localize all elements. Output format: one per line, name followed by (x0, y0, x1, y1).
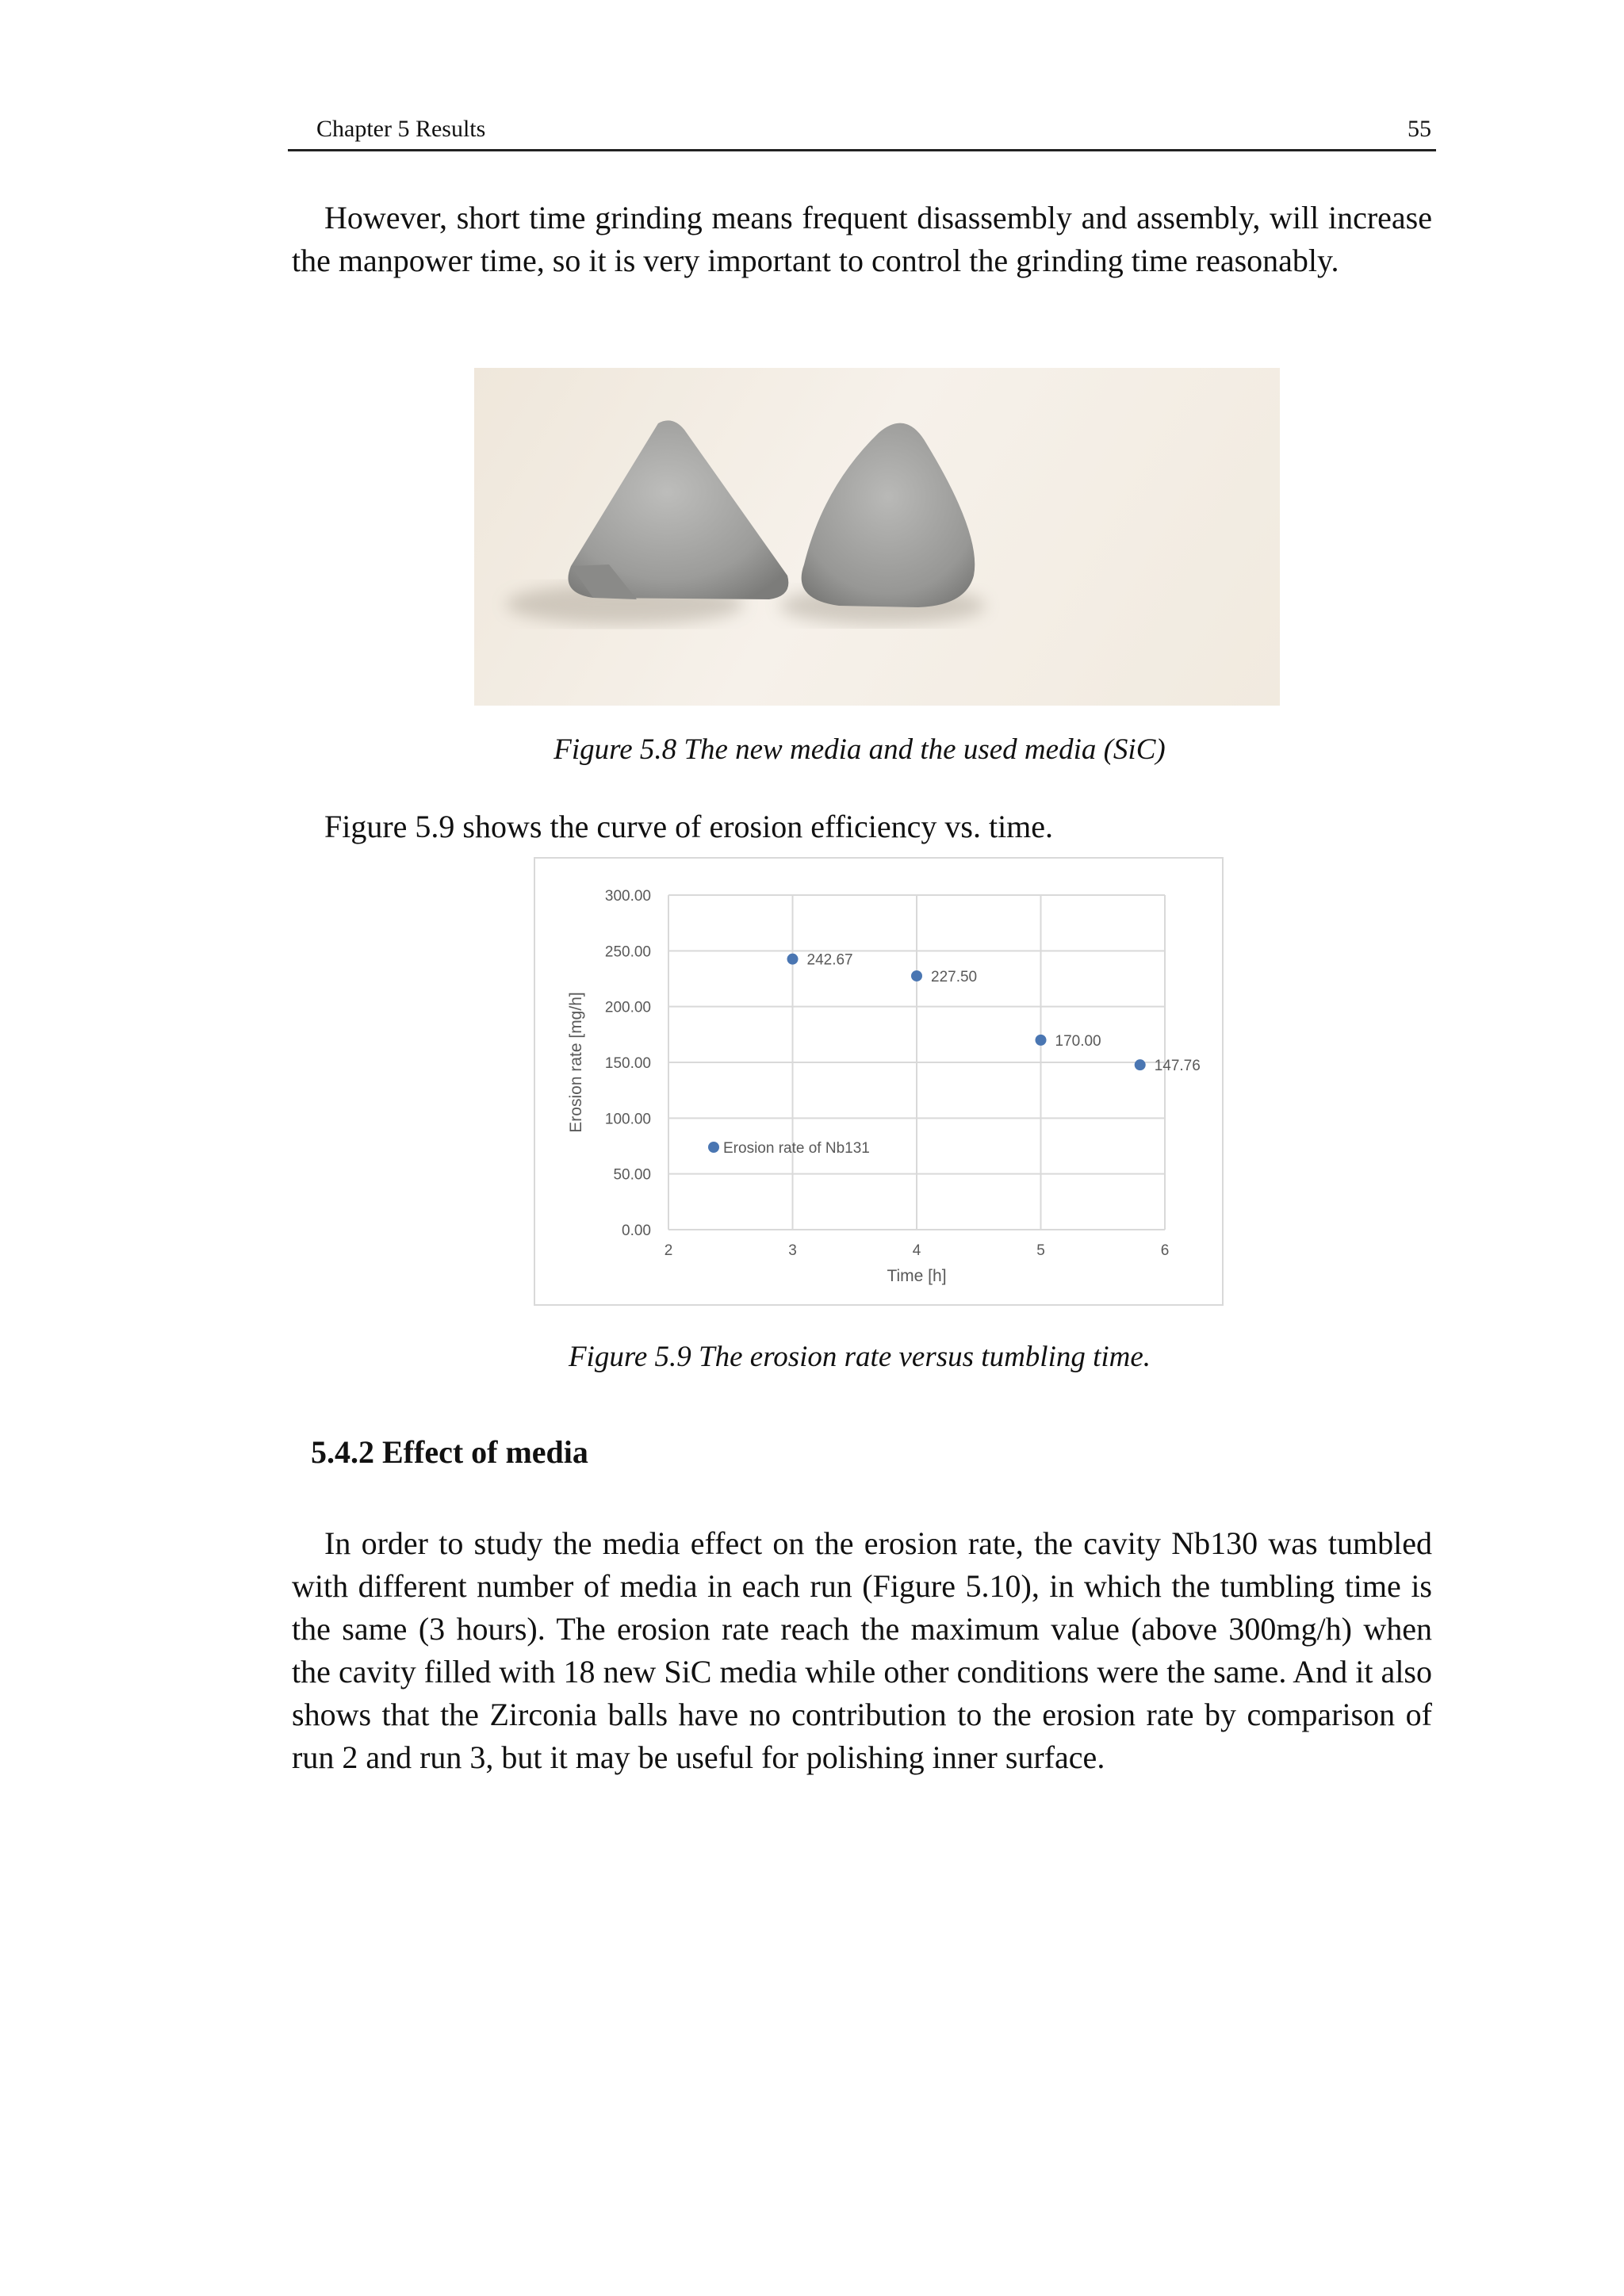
page-header (288, 114, 1436, 151)
x-axis-label: Time [h] (887, 1267, 947, 1285)
sic-media-photo (474, 368, 1280, 706)
paragraph-grinding-time: However, short time grinding means frequent disassembly and assembly, will increase the manpower time, so it is very important to control the grinding time reasonably. (292, 200, 1432, 278)
running-head: Chapter 5 Results (316, 116, 486, 142)
data-label: 170.00 (1055, 1032, 1101, 1050)
y-axis-label: Erosion rate [mg/h] (567, 992, 585, 1133)
figure-5-9-chart (534, 857, 1224, 1306)
data-point (787, 954, 799, 965)
y-tick-label: 250.00 (604, 943, 651, 961)
erosion-scatter-chart (535, 859, 1222, 1304)
data-label: 147.76 (1154, 1058, 1201, 1075)
data-label: 227.50 (931, 968, 978, 985)
x-tick-label: 3 (788, 1242, 797, 1259)
y-tick-label: 0.00 (622, 1223, 651, 1239)
x-tick-label: 6 (1160, 1242, 1170, 1259)
y-tick-label: 200.00 (604, 999, 651, 1016)
y-tick-label: 150.00 (604, 1055, 651, 1072)
data-label: 242.67 (806, 951, 853, 969)
data-point (911, 970, 922, 982)
x-tick-label: 5 (1036, 1242, 1045, 1259)
y-tick-label: 300.00 (604, 888, 651, 905)
x-tick-label: 4 (912, 1242, 921, 1259)
x-tick-label: 2 (664, 1242, 673, 1259)
paragraph-media-effect: In order to study the media effect on the erosion rate, the cavity Nb130 was tumbled with different number of media in each run (Figure 5.10), in which the tumbling time is the same (3 hours). The erosion rate reach the maximum value (above 300mg/h) when the cavity filled with 18 new SiC media while other conditions were the same. And it also shows that the Zirconia balls have no contribution to the erosion rate by comparison of run 2 and run 3, but it may be useful for polishing inner surface. (292, 1525, 1432, 1775)
y-tick-label: 100.00 (604, 1111, 651, 1128)
used-media-triangle (802, 423, 975, 607)
section-heading: 5.4.2 Effect of media (311, 1434, 588, 1470)
data-point (1036, 1035, 1047, 1046)
paragraph-figure-intro: Figure 5.9 shows the curve of erosion efficiency vs. time. (324, 809, 1054, 844)
data-point (1135, 1059, 1146, 1070)
page-number: 55 (1408, 116, 1431, 142)
figure-5-9-caption: Figure 5.9 The erosion rate versus tumbling time. (568, 1341, 1151, 1373)
legend-marker (708, 1142, 719, 1153)
legend-label: Erosion rate of Nb131 (723, 1140, 870, 1157)
y-tick-label: 50.00 (613, 1166, 651, 1184)
figure-5-8-caption: Figure 5.8 The new media and the used media (SiC) (553, 733, 1166, 766)
figure-5-8-photo (474, 368, 1280, 706)
